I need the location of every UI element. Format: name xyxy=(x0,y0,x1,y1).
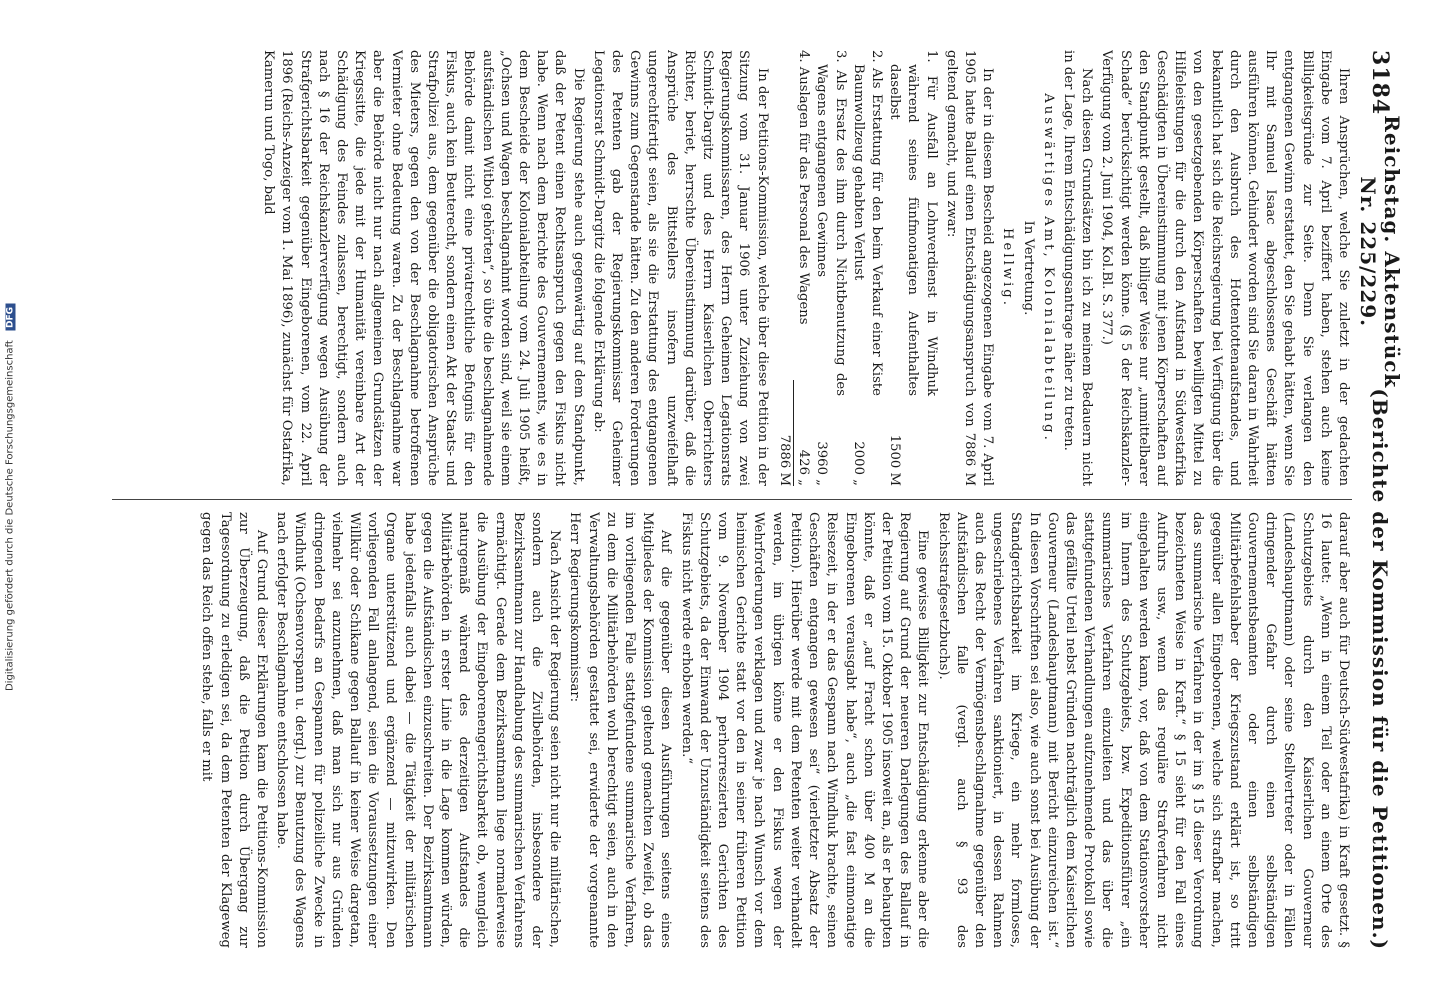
paragraph: Nach Ansicht der Regierung seien nicht nur die militärischen, sondern auch die Zivilbehörden, insbesondere der Bezirksamtmann zur Handhabung des summarischen Verfahrens ermächtigt. Gerade dem Bezirksamtmann liege normalerweise die Ausübung der Eingeborenengerichtsbarkeit ob, wenngleich naturgemäß während des derzeitigen Aufstandes die Militärbehörden in erster Linie in die Lage kommen würden, gegen die Aufständischen einzuschreiten. Der Bezirksamtmann habe jedenfalls auch dabei — die Tätigkeit der militärischen Organe unterstützend und ergänzend — mitzuwirken. Den vorliegenden Fall anlangend, seien die Voraussetzungen einer Willkür oder Schikane gegen Ballauf in keiner Weise dargetan, vielmehr sei anzunehmen, daß man sich nur aus Gründen dringenden Bedarfs an Gespannen für polizeiliche Zwecke in Windhuk (Ochsenvorspann u. dergl.) zur Benutzung des Wagens nach erfolgter Beschlagnahme entschlossen habe. xyxy=(274,512,563,948)
right-column xyxy=(112,512,1352,948)
page-header xyxy=(1356,50,1404,950)
paragraph: Die Regierung stehe auch gegenwärtig auf dem Standpunkt, daß der Petent einen Rechtsanspruch gegen den Fiskus nicht habe. Wenn nach dem Berichte des Gouvernements, wie es in dem Bescheide der Kolonialabteilung vom 24. Juli 1905 heißt, „Ochsen und Wagen beschlagnahmt worden sind, weil sie einem aufständischen Witboi gehörten“, so übte die beschlagnahmende Behörde damit nicht eine privatrechtliche Befugnis für den Fiskus, auch kein Beuterecht, sondern einen Akt der Staats- und Strafpolizei aus, dem gegenüber die obligatorischen Ansprüche des Mieters, gegen den von der Beschlagnahme betroffenen Vermieter ohne Bedeutung waren. Zu der Beschlagnahme war aber die Behörde nicht nur nach allgemeinen Grundsätzen der Kriegssitte, die jede mit der Humanität vereinbare Art der Schädigung des Feindes zulassen, berechtigt, sondern auch nach § 16 der Reichskanzlerverfügung wegen Ausübung der Strafgerichtsbarkeit gegenüber Eingeborenen, vom 22. April 1896 (Reichs-Anzeiger vom 1. Mai 1896), zunächst für Ostafrika, Kamerun und Togo, bald xyxy=(261,50,586,486)
left-column xyxy=(112,50,1352,486)
signature-name: Hellwig. xyxy=(1000,228,1016,308)
paragraph: Ihren Ansprüchen, welche Sie zuletzt in der gedachten Eingabe vom 7. April beziffert haben, stehen auch keine Billigkeitsgründe zur Seite. Denn Sie verlangen den entgangenen Gewinn erstattet, den Sie gehabt hätten, wenn Sie Ihr mit Samuel Isaac abgeschlossenes Geschäft hätten ausführen können. Gehindert worden sind Sie daran in Wahrheit durch den Ausbruch des Hottentottenaufstandes, und bekanntlich hat sich die Reichsregierung bei Verfügung über die von den gesetzgebenden Körperschaften bewilligten Mittel zu Hilfeleistungen für die durch den Aufstand in Südwestafrika Geschädigten in Übereinstimmung mit jenen Körperschaften auf den Standpunkt gestellt, daß billiger Weise nur „unmittelbarer Schade“ berücksichtigt werden könne. (§ 5 der Reichskanzler-Verfügung vom 2. Juni 1904, Kol.Bl. S. 377.) xyxy=(1099,50,1351,486)
digitization-note: Digitalisierung gefördert durch die Deutsche Forschungsgemeinschaft DFG xyxy=(5,0,16,998)
signature-role: In Vertretung. xyxy=(1020,220,1036,316)
claim-amount: 1500 M xyxy=(887,434,903,486)
claim-item xyxy=(812,50,848,486)
claim-amount: 3960 „ xyxy=(814,441,830,486)
claim-item xyxy=(849,50,885,486)
claim-amount: 2000 „ xyxy=(850,441,866,486)
digitization-footer xyxy=(2,0,16,1000)
paragraph: darauf aber auch für Deutsch-Südwestafrika) in Kraft gesetzt. § 16 lautet: „Wenn in einem Teil oder an einem Orte des Schutzgebiets durch den Kaiserlichen Gouverneur (Landeshauptmann) oder seine Stellvertreter oder in Fällen dringender Gefahr durch einen selbständigen Gouvernementsbeamten oder einen selbständigen Militärbefehlshaber der Kriegszustand erklärt ist, so tritt gegenüber allen Eingeborenen, welche sich strafbar machen, das summarische Verfahren in der im § 15 dieser Verordnung bezeichneten Weise in Kraft.“ § 15 sieht für den Fall eines Aufruhrs usw., wenn das reguläre Strafverfahren nicht eingehalten werden kann, vor, daß von dem Stationsvorsteher im Innern des Schutzgebiets, bzw. Expeditionsführer „ein summarisches Verfahren einzuleiten und das über die stattgefundenen Verhandlungen aufzunehmende Protokoll sowie das gefällte Urteil nebst Gründen nachträglich dem Kaiserlichen Gouverneur (Landeshauptmann) mit Bericht einzureichen ist.“ In diesen Vorschriften sei also, wie auch sonst bei Ausübung der Standgerichtsbarkeit im Kriege, ein mehr formloses, ungeschriebenes Verfahren sanktioniert, in dessen Rahmen auch das Recht der Vermögensbeschlagnahme gegenüber den Aufständischen falle (vergl. auch § 93 des Reichsstrafgesetzbuchs). xyxy=(935,512,1351,948)
page-number: 3184 xyxy=(1367,50,1393,116)
claim-text: 2. Als Erstattung für den beim Verkauf einer Kiste Baumwollzeug gehabten Verlust xyxy=(850,50,884,396)
claim-amount: 426 „ xyxy=(796,449,812,486)
claims-total xyxy=(775,380,794,486)
paragraph: In der Petitions-Kommission, welche über diese Petition in der Sitzung vom 31. Januar 1906 unter Zuziehung von zwei Regierungskommissaren, des Herrn Geheimen Legationsrats Schmidt-Dargitz und des Herrn Kaiserlichen Oberrichters Richter, beriet, herrschte Übereinstimmung darüber, daß die Ansprüche des Bittstellers insofern unzweifelhaft ungerechtfertigt seien, als sie die Erstattung des entgangenen Gewinns zum Gegenstande hätten. Zu den anderen Forderungen des Petenten gab der Regierungskommissar Geheimer Legationsrat Schmidt-Dargitz die folgende Erklärung ab: xyxy=(590,50,770,486)
claims-total-amount: 7886 M xyxy=(776,434,792,486)
paragraph: In der in diesem Bescheid angezogenen Eingabe vom 7. April 1905 hatte Ballauf einen Entschädigungsanspruch von 7886 M geltend gemacht, und zwar: xyxy=(943,50,996,486)
paragraph: Auf die gegenüber diesen Ausführungen seitens eines Mitgliedes der Kommission geltend gemachten Zweifel, ob das im vorliegenden Falle stattgefundene summarische Verfahren, zu dem die Militärbehörden wohl berechtigt seien, auch in den Verwaltungsbehörden gestattet sei, erwiderte der vorgenannte Herr Regierungskommissar: xyxy=(567,512,674,948)
paragraph: Nach diesen Grundsätzen bin ich zu meinem Bedauern nicht in der Lage, Ihrem Entschädigungsantrage näher zu treten. xyxy=(1060,50,1095,486)
paragraph: Eine gewisse Billigkeit zur Entschädigung erkenne aber die Regierung auf Grund der neueren Darlegungen des Ballauf in der Petition vom 15. Oktober 1905 insoweit an, als er behaupten könnte, daß er „auf Fracht schon über 400 M an die Eingeborenen verausgabt habe“, auch „die fast einmonatige Reisezeit, in der er das Gespann nach Windhuk brachte, seinen Geschäften entgangen gewesen sei“ (vierletzter Absatz der Petition). Hierüber werde mit dem Petenten weiter verhandelt werden, im übrigen könne er den Fiskus wegen der Wehrforderungen verklagen und zwar je nach Wunsch vor dem heimischen Gerichte statt vor den in seiner früheren Petition vom 9. November 1904 perhorreszierten Gerichten des Schutzgebiets, da der Einwand der Unzuständigkeit seitens des Fiskus nicht werde erhoben werden.“ xyxy=(678,512,931,948)
signature-office: Auswärtiges Amt, Kolonialabteilung. xyxy=(1040,93,1056,443)
claim-item xyxy=(885,50,940,486)
document-page xyxy=(100,50,1404,950)
claim-item xyxy=(794,50,812,486)
page-title: Reichstag. Aktenstück Nr. 225/229. xyxy=(1356,115,1404,389)
column-divider xyxy=(112,499,1352,500)
paragraph: Auf Grund dieser Erklärungen kam die Petitions-Kommission zur Überzeugung, daß die Petition durch Übergang zur Tagesordnung zu erledigen sei, da dem Petenten der Klageweg gegen das Reich offen stehe, falls er mit xyxy=(199,512,270,948)
claim-text: 1. Für Ausfall an Lohnverdienst in Windhuk während seines fünfmonatigen Aufenthaltes daselbst xyxy=(887,50,939,396)
claim-list xyxy=(775,50,940,486)
section-title: (Berichte der Kommission für die Petitionen.) xyxy=(1368,388,1392,950)
claim-text: 4. Auslagen für das Personal des Wagens xyxy=(796,50,812,325)
dfg-logo: DFG xyxy=(6,304,16,331)
claim-text: 3. Als Ersatz des ihm durch Nichtbenutzung des Wagens entgangenen Gewinnes xyxy=(814,50,848,396)
